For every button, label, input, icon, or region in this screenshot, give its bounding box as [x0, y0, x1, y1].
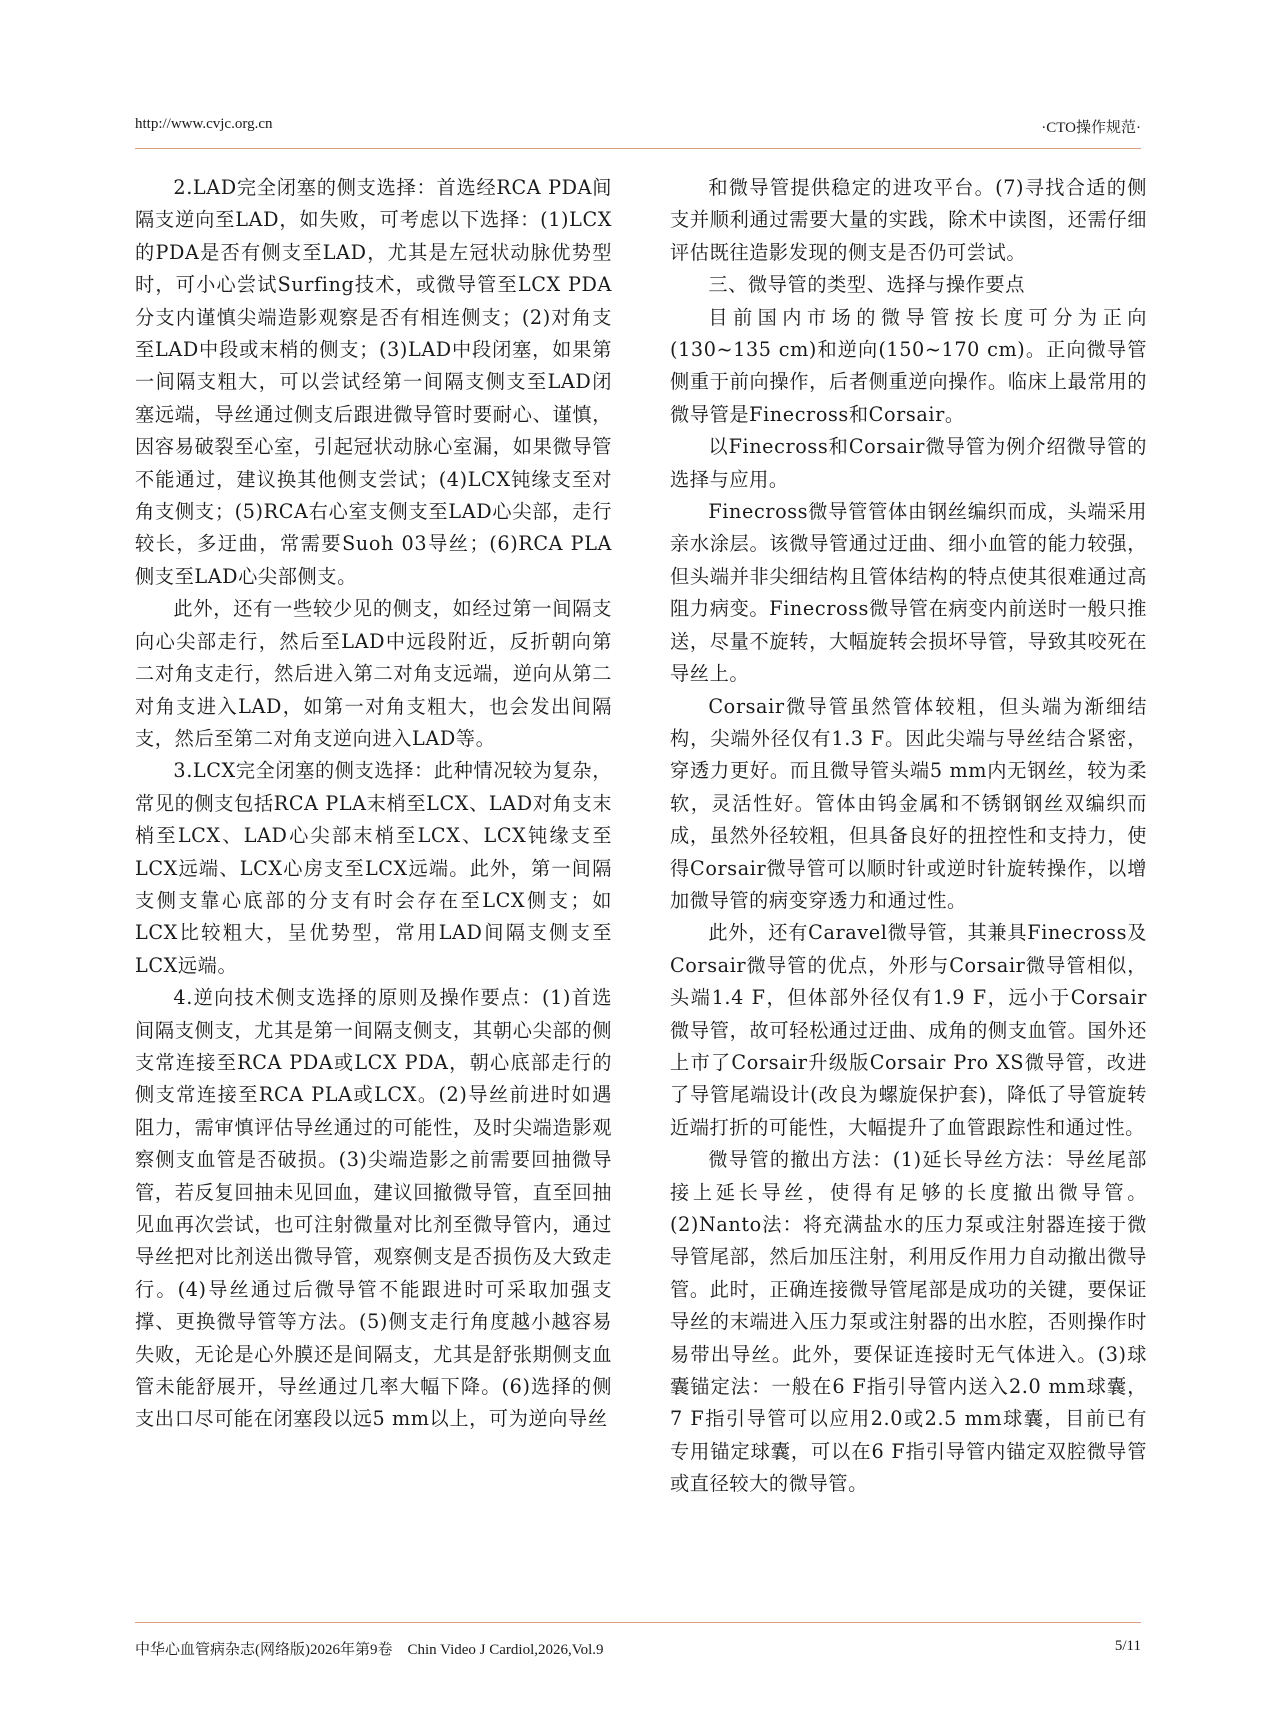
paragraph-corsair: Corsair微导管虽然管体较粗，但头端为渐细结构，尖端外径仅有1.3 F。因此尖端与导丝结合紧密，穿透力更好。而且微导管头端5 mm内无钢丝，较为柔软，灵活性好。管体由钨金属和不锈钢钢丝双编织而成，虽然外径较粗，但具备良好的扭控性和支持力，使得Corsair微导管可以顺时针或逆时针旋转操作，以增加微导管的病变穿透力和通过性。 [670, 694, 1147, 912]
paragraph-caravel: 此外，还有Caravel微导管，其兼具Finecross及Corsair微导管的优点，外形与Corsair微导管相似，头端1.4 F，但体部外径仅有1.9 F，远小于Corsair微导管，故可轻松通过迂曲、成角的侧支血管。国外还上市了Corsair升级版Corsair Pro XS微导管，改进了导管尾端设计(改良为螺旋保护套)，降低了导管旋转近端打折的可能性，大幅提升了血管跟踪性和通过性。 [670, 921, 1147, 1139]
paragraph-rare-collaterals: 此外，还有一些较少见的侧支，如经过第一间隔支向心尖部走行，然后至LAD中远段附近，反折朝向第二对角支走行，然后进入第二对角支远端，逆向从第二对角支进入LAD，如第一对角支粗大，也会发出间隔支，然后至第二对角支逆向进入LAD等。 [135, 597, 612, 750]
left-column [135, 172, 612, 1436]
right-column [670, 172, 1147, 1501]
paragraph-withdrawal-methods: 微导管的撤出方法：(1)延长导丝方法：导丝尾部接上延长导丝，使得有足够的长度撤出微导管。(2)Nanto法：将充满盐水的压力泵或注射器连接于微导管尾部，然后加压注射，利用反作用力自动撤出微导管。此时，正确连接微导管尾部是成功的关键，要保证导丝的末端进入压力泵或注射器的出水腔，否则操作时易带出导丝。此外，要保证连接时无气体进入。(3)球囊锚定法：一般在6 F指引导管内送入2.0 mm球囊，7 F指引导管可以应用2.0或2.5 mm球囊，目前已有专用锚定球囊，可以在6 F指引导管内锚定双腔微导管或直径较大的微导管。 [670, 1148, 1147, 1496]
paragraph-continuation: 和微导管提供稳定的进攻平台。(7)寻找合适的侧支并顺利通过需要大量的实践，除术中读图，还需仔细评估既往造影发现的侧支是否仍可尝试。 [670, 176, 1147, 264]
section-label: ·CTO操作规范· [1041, 120, 1141, 136]
page-header [135, 116, 1141, 140]
paragraph-lad-occlusion: 2.LAD完全闭塞的侧支选择：首选经RCA PDA间隔支逆向至LAD，如失败，可考虑以下选择：(1)LCX的PDA是否有侧支至LAD，尤其是左冠状动脉优势型时，可小心尝试Surfing技术，或微导管至LCX PDA分支内谨慎尖端造影观察是否有相连侧支；(2)对角支至LAD中段或末梢的侧支；(3)LAD中段闭塞，如果第一间隔支粗大，可以尝试经第一间隔支侧支至LAD闭塞远端，导丝通过侧支后跟进微导管时要耐心、谨慎，因容易破裂至心室，引起冠状动脉心室漏，如果微导管不能通过，建议换其他侧支尝试；(4)LCX钝缘支至对角支侧支；(5)RCA右心室支侧支至LAD心尖部，走行较长，多迂曲，常需要Suoh 03导丝；(6)RCA PLA侧支至LAD心尖部侧支。 [135, 176, 612, 588]
paragraph-lcx-occlusion: 3.LCX完全闭塞的侧支选择：此种情况较为复杂，常见的侧支包括RCA PLA末梢至LCX、LAD对角支末梢至LCX、LAD心尖部末梢至LCX、LCX钝缘支至LCX远端、LCX心房支至LCX远端。此外，第一间隔支侧支靠心底部的分支有时会存在至LCX侧支；如LCX比较粗大，呈优势型，常用LAD间隔支侧支至LCX远端。 [135, 759, 612, 977]
journal-url[interactable]: http://www.cvjc.org.cn [135, 116, 273, 132]
paragraph-microcatheter-length: 目前国内市场的微导管按长度可分为正向(130~135 cm)和逆向(150~170 cm)。正向微导管侧重于前向操作，后者侧重逆向操作。临床上最常用的微导管是Finecross和Corsair。 [670, 305, 1147, 426]
section-heading-microcatheter: 三、微导管的类型、选择与操作要点 [708, 273, 1025, 297]
header-divider [135, 148, 1141, 149]
page-number: 5/11 [1114, 1638, 1141, 1654]
paragraph-finecross: Finecross微导管管体由钢丝编织而成，头端采用亲水涂层。该微导管通过迂曲、细小血管的能力较强，但头端并非尖细结构且管体结构的特点使其很难通过高阻力病变。Finecross微导管在病变内前送时一般只推送，尽量不旋转，大幅旋转会损坏导管，导致其咬死在导丝上。 [670, 500, 1147, 686]
paragraph-retrograde-principles: 4.逆向技术侧支选择的原则及操作要点：(1)首选间隔支侧支，尤其是第一间隔支侧支，其朝心尖部的侧支常连接至RCA PDA或LCX PDA，朝心底部走行的侧支常连接至RCA PLA或LCX。(2)导丝前进时如遇阻力，需审慎评估导丝通过的可能性，及时尖端造影观察侧支血管是否破损。(3)尖端造影之前需要回抽微导管，若反复回抽未见回血，建议回撤微导管，直至回抽见血再次尝试，也可注射微量对比剂至微导管内，通过导丝把对比剂送出微导管，观察侧支是否损伤及大致走行。(4)导丝通过后微导管不能跟进时可采取加强支撑、更换微导管等方法。(5)侧支走行角度越小越容易失败，无论是心外膜还是间隔支，尤其是舒张期侧支血管未能舒展开，导丝通过几率大幅下降。(6)选择的侧支出口尽可能在闭塞段以远5 mm以上，可为逆向导丝 [135, 986, 612, 1431]
paragraph-intro-examples: 以Finecross和Corsair微导管为例介绍微导管的选择与应用。 [670, 435, 1147, 491]
footer-divider [135, 1622, 1141, 1623]
journal-citation: 中华心血管病杂志(网络版)2026年第9卷 Chin Video J Cardiol,2026,Vol.9 [135, 1642, 604, 1658]
